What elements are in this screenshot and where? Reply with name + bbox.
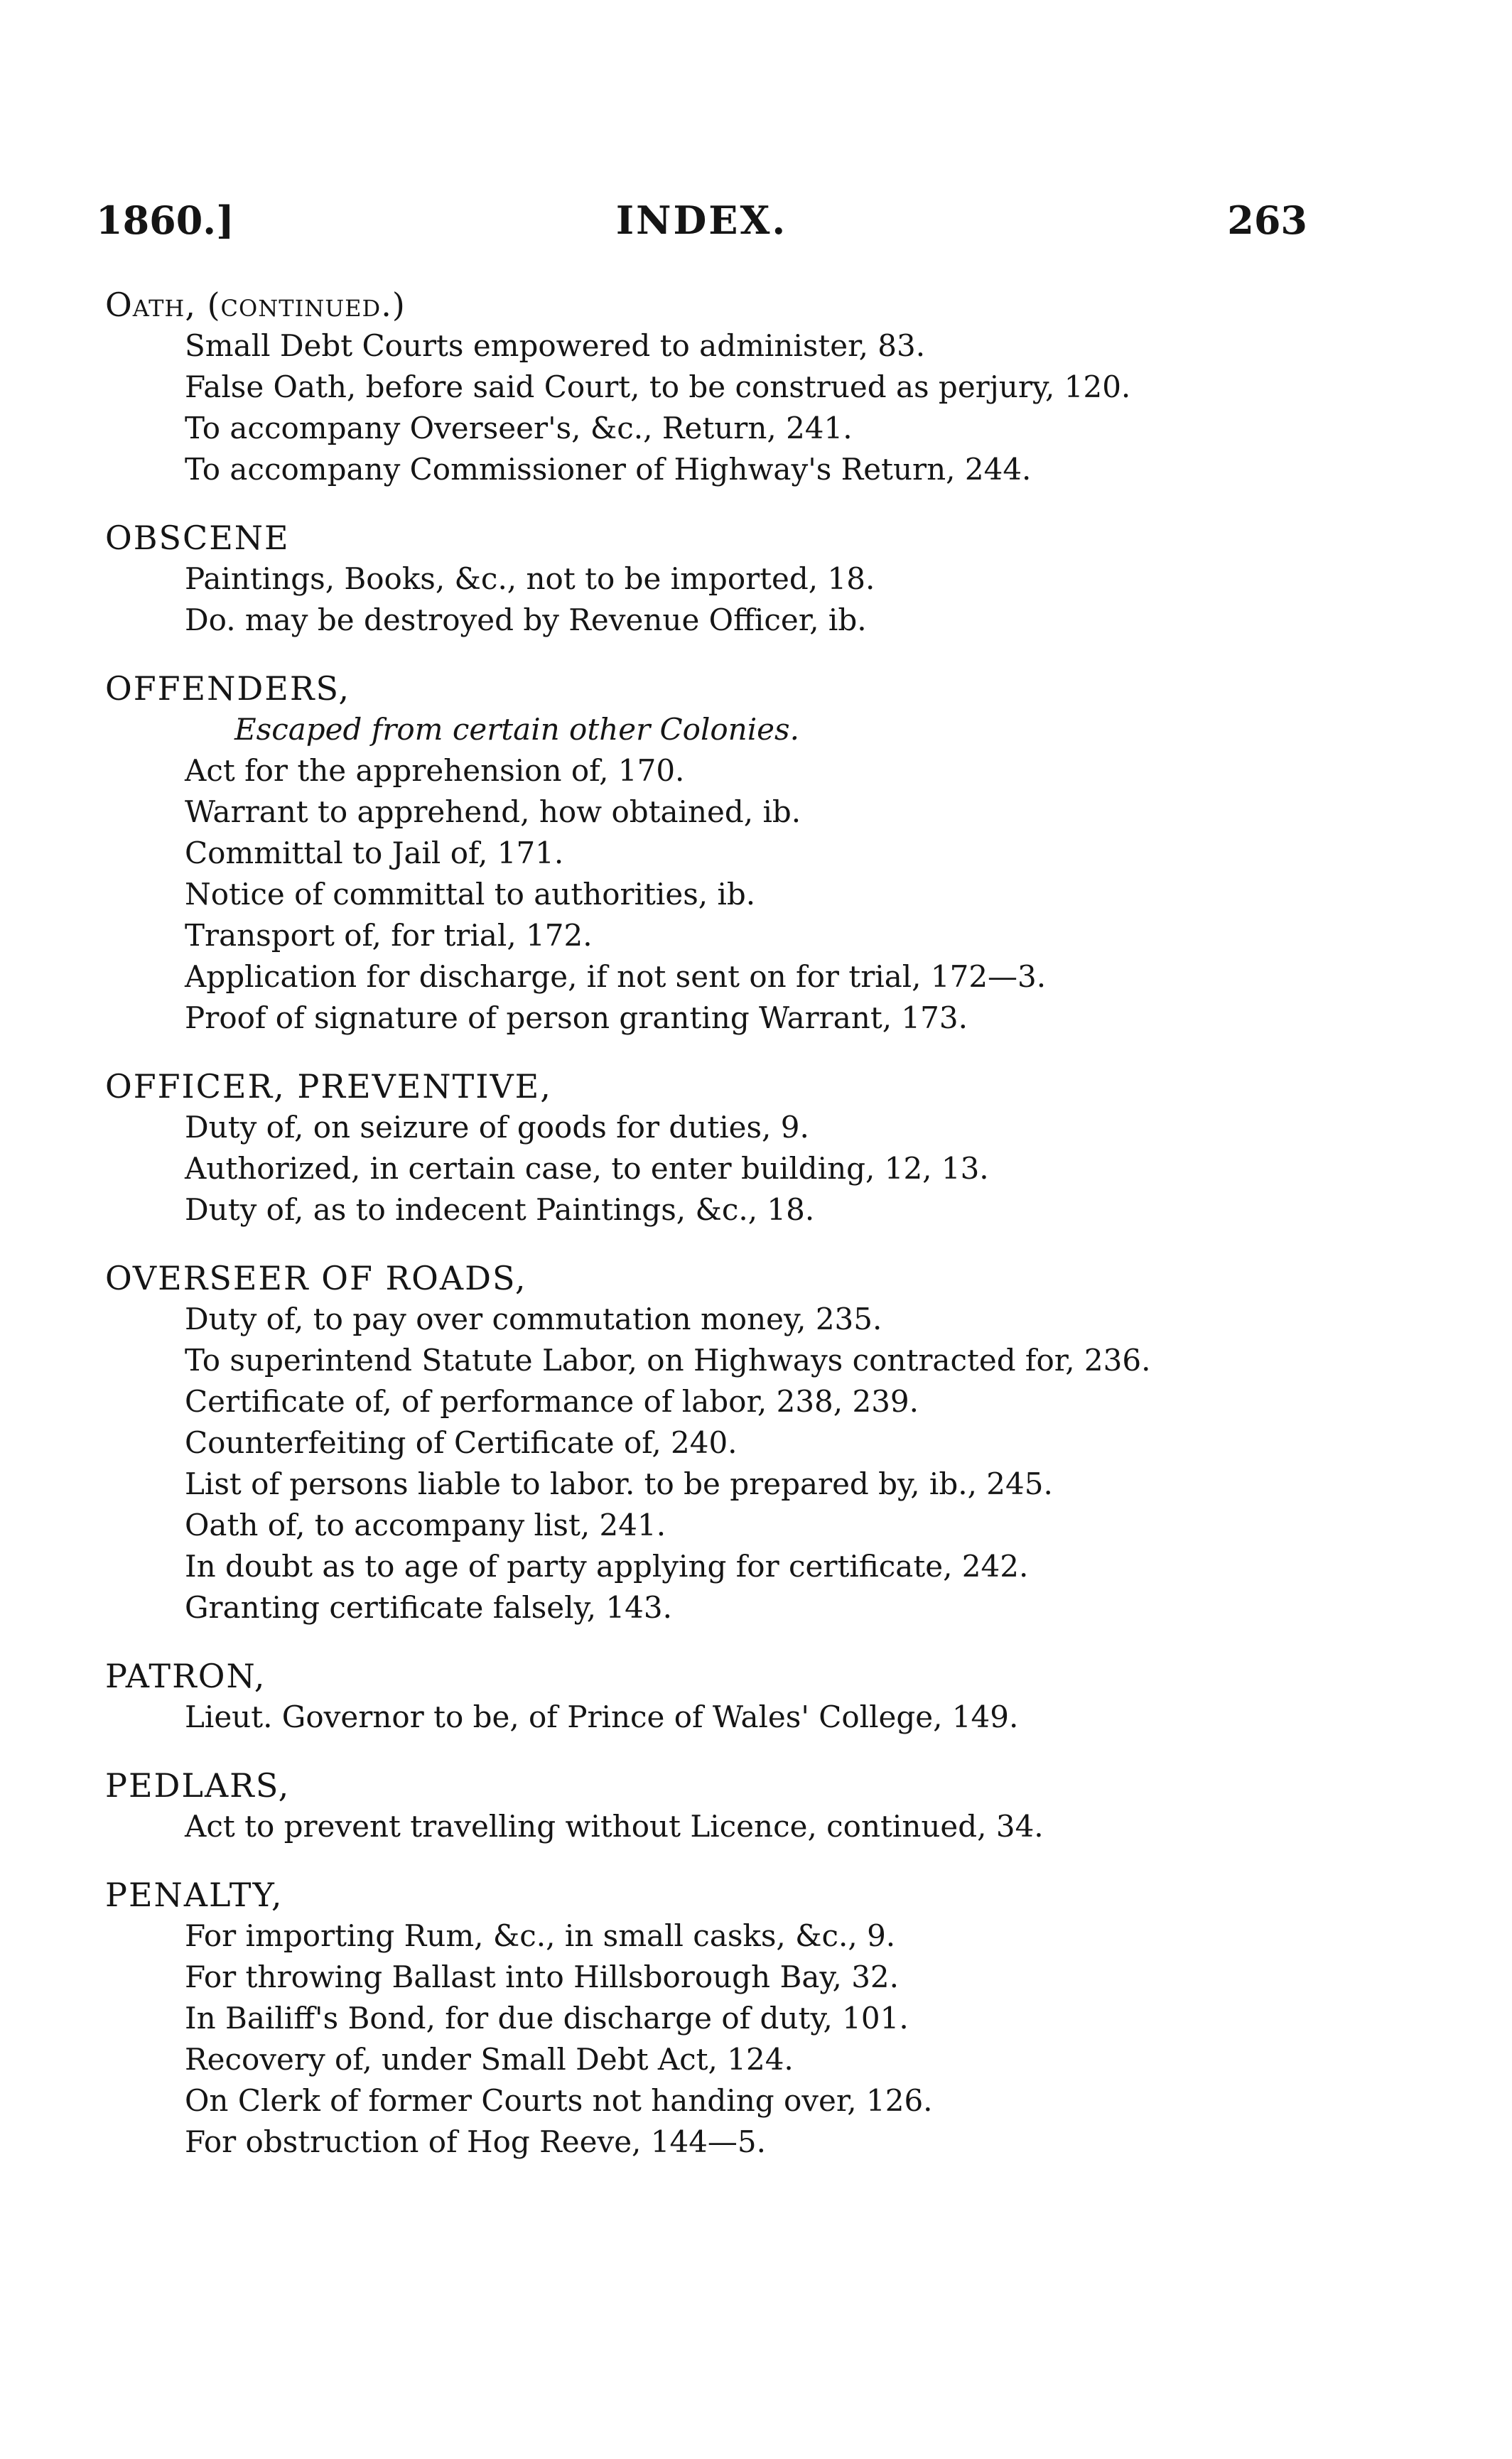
index-entry: Do. may be destroyed by Revenue Officer, ib. (185, 602, 867, 637)
section-oath (99, 284, 1350, 490)
index-entry: Counterfeiting of Certificate of, 240. (185, 1425, 738, 1460)
section-heading: PENALTY, (105, 1876, 284, 1914)
index-entry: False Oath, before said Court, to be construed as perjury, 120. (185, 369, 1131, 404)
page-header (96, 198, 1307, 254)
section-patron (99, 1655, 1350, 1738)
section-heading: Oath, (continued.) (105, 286, 406, 324)
section-heading: OFFENDERS, (105, 669, 350, 708)
index-entry: To accompany Overseer's, &c., Return, 241. (185, 411, 853, 445)
index-entry: Recovery of, under Small Debt Act, 124. (185, 2042, 794, 2077)
section-obscene (99, 517, 1350, 641)
header-year: 1860.] (96, 198, 234, 243)
index-entry: To accompany Commissioner of Highway's Return, 244. (185, 452, 1032, 487)
index-entry: Duty of, to pay over commutation money, 235. (185, 1302, 882, 1336)
index-entry: Oath of, to accompany list, 241. (185, 1508, 666, 1542)
page-number: 263 (1227, 198, 1307, 243)
index-entry: Act for the apprehension of, 170. (185, 753, 685, 788)
index-entry: For importing Rum, &c., in small casks, &c., 9. (185, 1918, 896, 1953)
index-entry: Act to prevent travelling without Licence, continued, 34. (185, 1809, 1044, 1844)
index-entry: List of persons liable to labor. to be prepared by, ib., 245. (185, 1466, 1053, 1501)
index-entry: Duty of, on seizure of goods for duties, 9. (185, 1110, 809, 1145)
index-entry: For throwing Ballast into Hillsborough Bay, 32. (185, 1960, 900, 1994)
index-entry: Notice of committal to authorities, ib. (185, 877, 756, 912)
section-penalty (99, 1874, 1350, 2163)
index-entry: Lieut. Governor to be, of Prince of Wales' College, 149. (185, 1699, 1019, 1734)
index-entry: To superintend Statute Labor, on Highways contracted for, 236. (185, 1343, 1151, 1378)
index-entry: Duty of, as to indecent Paintings, &c., 18. (185, 1192, 815, 1227)
index-entry: Authorized, in certain case, to enter building, 12, 13. (185, 1151, 989, 1186)
index-entry: In doubt as to age of party applying for certificate, 242. (185, 1549, 1029, 1584)
index-entry: Granting certificate falsely, 143. (185, 1590, 672, 1625)
index-entry: Transport of, for trial, 172. (185, 918, 593, 953)
section-officer-preventive (99, 1066, 1350, 1231)
index-entry: Committal to Jail of, 171. (185, 836, 564, 870)
section-subheading: Escaped from certain other Colonies. (234, 712, 799, 747)
index-entry: Certificate of, of performance of labor, 238, 239. (185, 1384, 919, 1419)
section-overseer-of-roads (99, 1258, 1350, 1628)
index-entry: For obstruction of Hog Reeve, 144—5. (185, 2124, 766, 2159)
section-heading: PEDLARS, (105, 1766, 291, 1805)
index-entry: On Clerk of former Courts not handing over, 126. (185, 2083, 933, 2118)
section-offenders (99, 668, 1350, 1039)
index-entry: Small Debt Courts empowered to administer, 83. (185, 328, 926, 363)
index-entry: Application for discharge, if not sent on for trial, 172—3. (185, 959, 1047, 994)
index-entry: Paintings, Books, &c., not to be imported, 18. (185, 561, 875, 596)
section-heading: OFFICER, PREVENTIVE, (105, 1067, 552, 1106)
index-entry: Warrant to apprehend, how obtained, ib. (185, 794, 801, 829)
index-entry: Proof of signature of person granting Warrant, 173. (185, 1000, 968, 1035)
section-pedlars (99, 1765, 1350, 1847)
section-heading: OVERSEER OF ROADS, (105, 1259, 527, 1297)
index-body (99, 284, 1350, 2190)
section-heading: OBSCENE (105, 519, 290, 557)
page-title: INDEX. (615, 198, 788, 243)
index-entry: In Bailiff's Bond, for due discharge of duty, 101. (185, 2001, 909, 2036)
section-heading: PATRON, (105, 1657, 266, 1695)
